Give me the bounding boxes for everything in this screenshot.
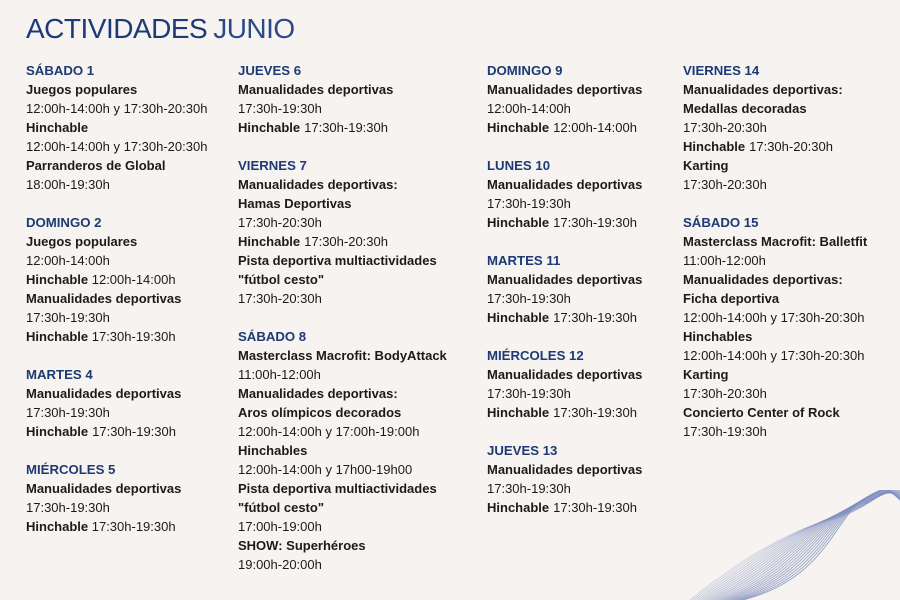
- activity-time: 17:30h-19:30h: [553, 405, 637, 420]
- activity-time: 17:30h-19:30h: [92, 424, 176, 439]
- activity-time: 17:30h-20:30h: [683, 120, 767, 135]
- activity-time: 17:30h-19:30h: [26, 500, 110, 515]
- activity-time: 11:00h-12:00h: [683, 253, 766, 268]
- activity-time: 17:30h-19:30h: [553, 215, 637, 230]
- activity-time: 17:30h-20:30h: [749, 139, 833, 154]
- day-title: DOMINGO 9: [487, 63, 563, 78]
- activity-line: [26, 403, 256, 422]
- activity-line: [26, 289, 256, 308]
- page-title: [26, 12, 295, 46]
- activity-name: "fútbol cesto": [238, 272, 324, 287]
- activity-time: 17:30h-19:30h: [238, 101, 322, 116]
- activity-line: [238, 441, 468, 460]
- activity-name: Pista deportiva multiactividades: [238, 481, 437, 496]
- activity-line: [26, 137, 256, 156]
- activity-time: 17:30h-20:30h: [683, 386, 767, 401]
- activity-name: Hinchables: [238, 443, 308, 458]
- day-title: VIERNES 14: [683, 63, 760, 78]
- day-title: LUNES 10: [487, 158, 551, 173]
- activity-time: 12:00h-14:00h y 17h00-19h00: [238, 462, 413, 477]
- day-title: JUEVES 6: [238, 63, 302, 78]
- activity-line: [683, 251, 900, 270]
- activity-time: 12:00h-14:00h y 17:30h-20:30h: [26, 101, 208, 116]
- activity-time: 17:30h-19:30h: [26, 405, 110, 420]
- activity-time: 19:00h-20:00h: [238, 557, 322, 572]
- activity-time: 12:00h-14:00h: [26, 253, 110, 268]
- activity-time: 17:30h-20:30h: [683, 177, 767, 192]
- activity-line: [683, 384, 900, 403]
- activity-name: Manualidades deportivas:: [238, 177, 398, 192]
- day-title: MIÉRCOLES 5: [26, 462, 116, 477]
- activity-time: 17:30h-19:30h: [88, 519, 176, 534]
- day-block: [26, 365, 256, 441]
- activity-line: [683, 99, 900, 118]
- activity-time: 12:00h-14:00h: [88, 272, 176, 287]
- activity-time: 17:30h-19:30h: [487, 291, 571, 306]
- activity-line: [238, 517, 468, 536]
- activity-line: [26, 479, 256, 498]
- activity-line: [26, 232, 256, 251]
- activity-name: Juegos populares: [26, 82, 138, 97]
- activity-time: 17:30h-19:30h: [487, 481, 571, 496]
- activity-time: 12:00h-14:00h: [487, 101, 571, 116]
- activity-name: Hinchable: [487, 310, 550, 325]
- activity-name: Manualidades deportivas:: [683, 82, 843, 97]
- activity-line: [238, 479, 468, 498]
- activity-name: Hinchable: [487, 120, 550, 135]
- day-block: [238, 327, 468, 574]
- activity-line: [683, 308, 900, 327]
- day-block: [683, 213, 900, 441]
- activity-line: [238, 555, 468, 574]
- activity-name: Hinchable: [487, 215, 550, 230]
- activity-name: Manualidades deportivas: [26, 291, 182, 306]
- activity-time: 12:00h-14:00h y 17:30h-20:30h: [26, 139, 208, 154]
- activity-line: [683, 156, 900, 175]
- activity-name: Manualidades deportivas: [26, 481, 182, 496]
- day-title: MARTES 11: [487, 253, 561, 268]
- activity-time: 17:30h-19:30h: [683, 424, 767, 439]
- activity-line: [683, 422, 900, 441]
- activity-time: 17:30h-19:30h: [487, 386, 571, 401]
- activity-time: 17:30h-19:30h: [487, 196, 571, 211]
- activity-line: [238, 251, 468, 270]
- activity-line: [238, 403, 468, 422]
- day-block: [238, 61, 468, 137]
- activity-line: [238, 289, 468, 308]
- activity-time: 12:00h-14:00h y 17:30h-20:30h: [683, 310, 865, 325]
- day-title: MIÉRCOLES 12: [487, 348, 584, 363]
- activity-name: Pista deportiva multiactividades: [238, 253, 437, 268]
- day-title: SÁBADO 15: [683, 215, 759, 230]
- page-title-month: JUNIO: [213, 13, 295, 44]
- activity-line: [683, 403, 900, 422]
- activity-time: 17:30h-19:30h: [553, 310, 637, 325]
- activity-name: Hinchables: [683, 329, 753, 344]
- activity-name: Hinchable: [487, 500, 550, 515]
- schedule-column-1: [26, 61, 256, 555]
- activity-line: [26, 156, 256, 175]
- wave-line: [735, 491, 900, 600]
- activity-line: [26, 498, 256, 517]
- activity-line: [26, 384, 256, 403]
- activity-line: [238, 118, 468, 137]
- activity-line: [683, 118, 900, 137]
- activity-line: [683, 175, 900, 194]
- activity-time: 12:00h-14:00h y 17:30h-20:30h: [683, 348, 865, 363]
- activity-line: [487, 460, 717, 479]
- activity-name: Hamas Deportivas: [238, 196, 352, 211]
- activity-name: Manualidades deportivas: [487, 177, 643, 192]
- activity-time: 12:00h-14:00h: [553, 120, 637, 135]
- activity-line: [238, 194, 468, 213]
- activity-time: 11:00h-12:00h: [238, 367, 321, 382]
- activity-line: [26, 99, 256, 118]
- activity-line: [26, 517, 256, 536]
- activity-name: Manualidades deportivas: [238, 82, 394, 97]
- activity-name: Manualidades deportivas: [487, 82, 643, 97]
- activity-name: "fútbol cesto": [238, 500, 324, 515]
- activity-line: [238, 213, 468, 232]
- activity-time: 17:30h-19:30h: [26, 310, 110, 325]
- activity-line: [683, 365, 900, 384]
- day-block: [26, 61, 256, 194]
- activity-line: [26, 80, 256, 99]
- activity-name: Hinchable: [26, 424, 89, 439]
- activity-line: [26, 175, 256, 194]
- activity-line: [26, 308, 256, 327]
- activity-line: [683, 80, 900, 99]
- activity-name: Manualidades deportivas: [487, 272, 643, 287]
- activity-line: [238, 346, 468, 365]
- wave-line: [720, 493, 900, 600]
- day-block: [26, 460, 256, 536]
- day-title: DOMINGO 2: [26, 215, 102, 230]
- activity-name: Hinchable: [238, 120, 301, 135]
- activity-name: Masterclass Macrofit: BodyAttack: [238, 348, 447, 363]
- wave-lines-decoration: [680, 490, 900, 600]
- day-block: [238, 156, 468, 308]
- activity-name: Aros olímpicos decorados: [238, 405, 402, 420]
- activity-time: 17:30h-20:30h: [238, 291, 322, 306]
- activity-name: Manualidades deportivas: [487, 462, 643, 477]
- activity-name: Manualidades deportivas: [26, 386, 182, 401]
- activity-line: [26, 327, 256, 346]
- activity-line: [683, 137, 900, 156]
- activity-time: 17:30h-19:30h: [88, 329, 176, 344]
- schedule-column-4: [683, 61, 900, 460]
- activity-line: [238, 536, 468, 555]
- activity-line: [238, 365, 468, 384]
- day-title: JUEVES 13: [487, 443, 558, 458]
- activity-name: Hinchable: [683, 139, 746, 154]
- activity-time: 17:30h-19:30h: [304, 120, 388, 135]
- activity-line: [26, 422, 256, 441]
- activity-name: Ficha deportiva: [683, 291, 780, 306]
- activity-line: [683, 270, 900, 289]
- activity-time: 18:00h-19:30h: [26, 177, 110, 192]
- activity-name: Masterclass Macrofit: Balletfit: [683, 234, 868, 249]
- activity-line: [238, 384, 468, 403]
- activity-line: [683, 346, 900, 365]
- activity-name: SHOW: Superhéroes: [238, 538, 366, 553]
- day-block: [683, 61, 900, 194]
- activity-line: [683, 289, 900, 308]
- activity-time: 17:30h-20:30h: [238, 215, 322, 230]
- activity-line: [683, 232, 900, 251]
- activity-time: 17:30h-19:30h: [553, 500, 637, 515]
- activity-name: Parranderos de Global: [26, 158, 166, 173]
- activity-time: 17:30h-20:30h: [304, 234, 388, 249]
- activity-name: Hinchable: [26, 329, 89, 344]
- day-title: SÁBADO 1: [26, 63, 95, 78]
- day-title: SÁBADO 8: [238, 329, 307, 344]
- wave-line: [715, 492, 900, 600]
- activity-line: [238, 80, 468, 99]
- activity-line: [26, 118, 256, 137]
- activity-line: [238, 460, 468, 479]
- day-block: [26, 213, 256, 346]
- activity-name: Hinchable: [26, 120, 89, 135]
- activity-name: Medallas decoradas: [683, 101, 807, 116]
- activity-line: [683, 327, 900, 346]
- activity-line: [26, 270, 256, 289]
- activity-line: [238, 422, 468, 441]
- activity-name: Manualidades deportivas: [487, 367, 643, 382]
- activity-name: Manualidades deportivas:: [238, 386, 398, 401]
- wave-line: [700, 490, 900, 600]
- activity-line: [238, 232, 468, 251]
- activity-time: 17:00h-19:00h: [238, 519, 322, 534]
- activity-name: Hinchable: [26, 519, 89, 534]
- activity-name: Hinchable: [26, 272, 89, 287]
- activity-line: [238, 99, 468, 118]
- activity-line: [238, 270, 468, 289]
- activity-time: 12:00h-14:00h y 17:00h-19:00h: [238, 424, 420, 439]
- wave-line: [695, 490, 900, 600]
- activity-line: [238, 498, 468, 517]
- activity-name: Karting: [683, 367, 729, 382]
- day-title: MARTES 4: [26, 367, 93, 382]
- activity-name: Juegos populares: [26, 234, 138, 249]
- schedule-column-2: [238, 61, 468, 593]
- page-title-main: ACTIVIDADES: [26, 13, 208, 44]
- activity-line: [238, 175, 468, 194]
- activity-name: Concierto Center of Rock: [683, 405, 840, 420]
- activity-line: [26, 251, 256, 270]
- activity-name: Karting: [683, 158, 729, 173]
- day-title: VIERNES 7: [238, 158, 307, 173]
- activity-name: Hinchable: [487, 405, 550, 420]
- activity-name: Manualidades deportivas:: [683, 272, 843, 287]
- activity-name: Hinchable: [238, 234, 301, 249]
